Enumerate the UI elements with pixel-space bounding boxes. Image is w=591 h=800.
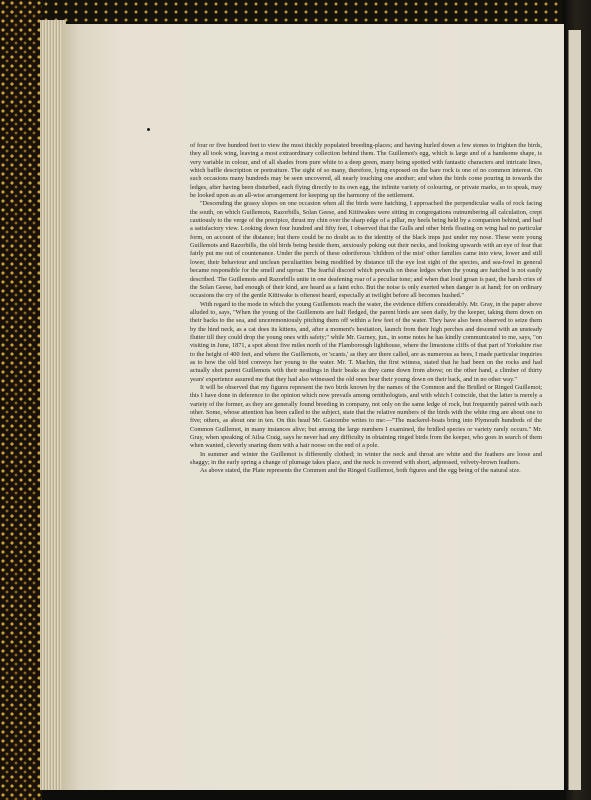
facing-page-edge [568, 30, 581, 790]
body-text [190, 142, 542, 476]
gilt-binding-left [0, 0, 42, 800]
paragraph: As above stated, the Plate represents the Common and the Ringed Guillemot, both figures and the egg being of the natural size. [200, 467, 521, 475]
paragraph: of four or five hundred feet to view the most thickly populated breeding-places; and having hurled down a few stones to frighten the birds, they all took wing, leaving a most extraordinary collection behind them. The Guillemot's egg, which is large and of a handsome shape, is very variable in colour, and of all shades from pure white to a deep green, many being spotted with fantastic characters and intricate lines, which baffle description or portraiture. The sight of so many, therefore, lying exposed on the bare rock is one of no common interest. On such occasions many hundreds may be seen uncovered, all nearly touching one another; and when the birds come pouring in towards the ledges, after having been disturbed, each flying directly to its own egg, the infinite variety of colouring, or private marks, so to speak, may be looked upon as an all-wise arrangement for keeping up the harmony of the settlement. [190, 142, 542, 200]
ink-mark [147, 128, 150, 131]
paragraph: "Descending the grassy slopes on one occasion when all the birds were hatching, I approached the perpendicular walls of rock facing the south, on which Guillemots, Razorbills, Solan Geese, and Kittiwakes were sitting in congregations outnumbering all calculation, crept cautiously to the verge of the precipice, thrust my chin over the sharp edge of a pillar, my heels being held by a companion behind, and had a satisfactory view. Looking down four hundred and fifty feet, I observed that the Gulls and other birds floating on wing had no particular form, on account of the distance; but there could be no doubt as to the identity of the black imps just under my nose. These were young Guillemots and Razorbills, the old birds being beside them, anxiously poking out their necks, and looking upwards with an eye of fear that fairly put me out of countenance. Under the perch of these odoriferous 'children of the mist' other families came into view, lower and still lower, their behaviour and unclean peculiarities being modified by distance till the eye lost sight of the species, and sea-fowl in general became responsible for the smell and uproar. The fearful discord which prevails on these ledges when the young are hatched is not easily described. The Guillemots and Razorbills unite in one deafening roar of a peculiar tone; and when that loud groan is past, the harsh cries of the Solan Geese, bad enough of their kind, are heard as a faint echo. But the noise is only exerted when danger is at hand; for on ordinary occasions the cry of the gentle Kittiwake is oftenest heard, especially at twilight before all becomes hushed." [190, 200, 542, 300]
paragraph: It will be observed that my figures represent the two birds known by the names of the Common and the Bridled or Ringed Guillemot; this I have done in deference to the opinion which now prevails among ornithologists, and with which I coincide, that the latter is merely a variety of the former, as they are generally found breeding in company, not only on the same ledge of rock, but frequently paired with each other. Some, whose attention has been called to the subject, state that the relative numbers of the birds with the white ring are about one to five; others, as about one in ten. On this head Mr. Gatcombe writes to me:—"The mackerel-boats bring into Plymouth hundreds of the Common Guillemot, in many instances alive; but among the large numbers I examined, the bridled species or variety rarely occurs." Mr. Gray, when speaking of Ailsa Craig, says he never had any difficulty in obtaining ringed birds from the keeper, who goes in search of them when wanted, cleverly snaring them with a hair noose on the end of a pole. [190, 383, 542, 450]
paragraph: In summer and winter the Guillemot is differently clothed; in winter the neck and throat are white and the feathers are loose and shaggy; in the early spring a change of plumage takes place, and the neck is covered with short, adpressed, velvety-brown feathers. [190, 450, 542, 467]
paragraph: With regard to the mode in which the young Guillemots reach the water, the evidence differs considerably. Mr. Gray, in the paper above alluded to, says, "When the young of the Guillemots are half fledged, the parent birds are seen daily, by the keeper, taking them down on their backs to the sea, and unceremoniously pitching them off within a few feet of the water. They have also been observed to seize them by the hind neck, as a cat does its kittens, and, after a moment's hesitation, launch from their high perches and descend with an unsteady flutter till they could drop the young ones with safety;" while Mr. Gurney, jun., in some notes he has kindly communicated to me, says, "on visiting in June, 1871, a spot about five miles north of the Flamborough lighthouse, where the limestone cliffs of that part of Yorkshire rise to the height of 400 feet, and where the Guillemots, or 'scants,' as they are there called, are as numerous as bees, I made particular inquiries as to how the old bird conveys her young to the water. Mr. T. Machin, the first witness, stated that he had been on the rocks and had actually shot parent Guillemots with their nestlings in their beaks as they came down from above; on the other hand, a climber of thirty years' experience assured me that they had also witnessed the old ones bear their young down on their back, and in no other way." [190, 300, 542, 383]
gilt-binding-top [42, 0, 562, 24]
